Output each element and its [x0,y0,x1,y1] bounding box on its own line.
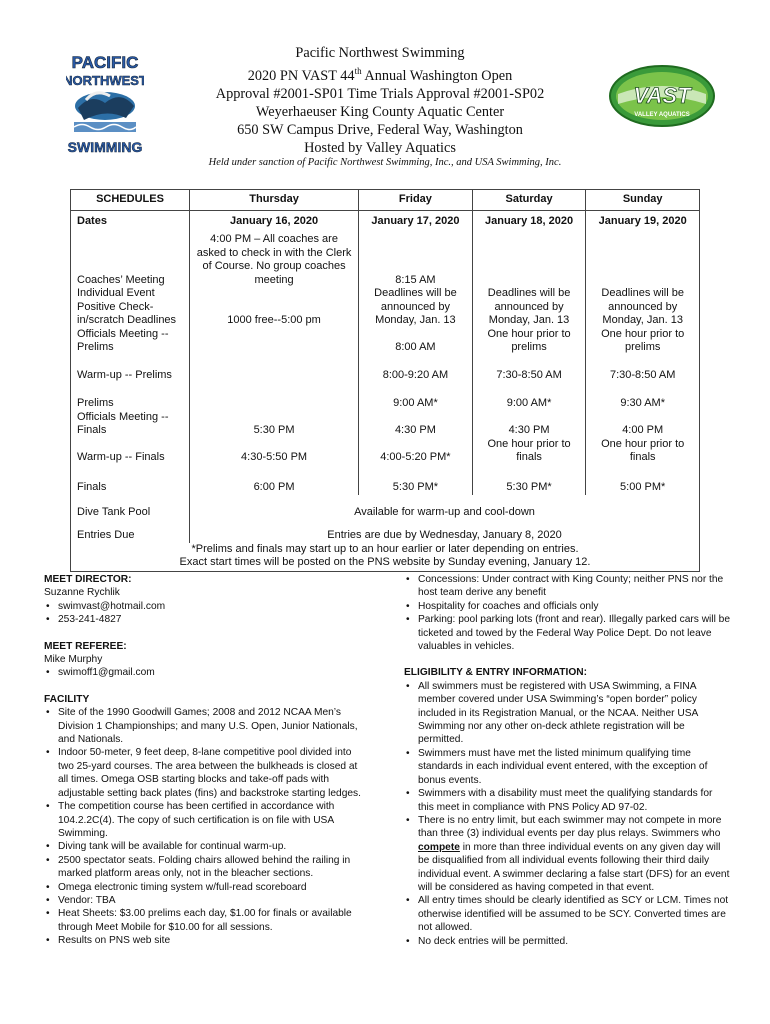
left-column [44,573,364,948]
facility-item: • Indoor 50-meter, 9 feet deep, 8-lane competitive pool divided into two 25-yard courses. The area between the bulkheads is closed at all times. Omega OSB starting blocks and take-off pads with adjustable setting back plates (fins) and backstroke starting ledges. [44,746,364,800]
schedule-cell: One hour prior to prelims [472,328,586,355]
meet-header [160,44,600,157]
schedule-cell: 4:00-5:20 PM* [359,438,473,465]
facility-item: • 2500 spectator seats. Folding chairs allowed behind the railing in marked platform areas only, not in the bleacher sections. [44,854,364,881]
schedule-cell [190,383,359,411]
facility-heading: FACILITY [44,693,90,705]
header-meet-title-ordinal: th [354,66,362,76]
logo-word-swimming: SWIMMING [67,139,143,155]
schedule-cell: 5:30 PM* [359,465,473,495]
schedule-row-officials-prelims [71,328,700,355]
logo-word-pacific: PACIFIC [71,53,139,72]
schedule-cell [190,355,359,383]
entries-due-value: Entries are due by Wednesday, January 8, 2020 [190,520,700,543]
eligibility-item: • No deck entries will be permitted. [404,935,730,948]
facility-item: • Results on PNS web site [44,934,364,947]
meet-referee-name: Mike Murphy [44,654,103,666]
entry-limit-emphasis: compete [418,841,460,853]
schedule-cell [586,233,700,287]
logo-word-vast: VAST [633,83,691,108]
schedule-cell: January 19, 2020 [586,211,700,234]
header-line-host: Hosted by Valley Aquatics [304,139,456,156]
schedule-cell: 4:00 PM [586,411,700,438]
logo-word-valley-aquatics: VALLEY AQUATICS [634,112,690,118]
schedule-cell: Deadlines will be announced by Monday, Jan. 13 [359,287,473,328]
schedule-cell: One hour prior to finals [586,438,700,465]
row-label: Finals [71,465,190,495]
header-line-address: 650 SW Campus Drive, Federal Way, Washington [237,121,523,138]
row-label: Dive Tank Pool [71,495,190,520]
schedule-cell [190,328,359,355]
facility-item: • Heat Sheets: $3.00 prelims each day, $1.00 for finals or available through Meet Mobile for $10.00 for all sessions. [44,907,364,934]
schedule-cell: January 17, 2020 [359,211,473,234]
schedule-cell: January 16, 2020 [190,211,359,234]
schedule-cell: 1000 free--5:00 pm [190,287,359,328]
schedule-cell: 6:00 PM [190,465,359,495]
entry-limit-text-end: in more than three individual events on any given day will be disqualified from all individual events following their third daily individual event. A swimmer declaring a false start (DFS) for an event will be considered as having competed in that event. [418,841,730,893]
facility-item: • Diving tank will be available for continual warm-up. [44,840,364,853]
row-label: Warm-up -- Prelims [71,355,190,383]
header-line-approval: Approval #2001-SP01 Time Trials Approval #2001-SP02 [215,85,545,102]
schedule-cell: Deadlines will be announced by Monday, Jan. 13 [586,287,700,328]
vast-valley-aquatics-logo [608,64,716,128]
schedule-note-1: *Prelims and finals may start up to an hour earlier or later depending on entries. [191,542,579,555]
eligibility-item: • Swimmers with a disability must meet the qualifying standards for this meet in compliance with PNS Policy AD 97-02. [404,787,730,814]
schedule-header-row [71,190,700,211]
row-label: Individual Event Positive Check-in/scratch Deadlines [71,287,190,328]
amenity-hospitality: • Hospitality for coaches and officials only [404,600,730,613]
schedule-row-dates [71,211,700,234]
meet-director-email[interactable]: • swimvast@hotmail.com [44,600,364,613]
meet-referee-email[interactable]: • swimoff1@gmail.com [44,666,364,679]
schedule-table [70,189,700,572]
schedule-row-positive-check-in [71,287,700,328]
schedule-cell: One hour prior to finals [472,438,586,465]
schedule-cell: 7:30-8:50 AM [586,355,700,383]
schedule-cell: 5:30 PM* [472,465,586,495]
schedule-cell: 5:00 PM* [586,465,700,495]
facility-item: • The competition course has been certified in accordance with 104.2.2C(4). The copy of such certification is on file with USA Swimming. [44,800,364,840]
eligibility-heading: ELIGIBILITY & ENTRY INFORMATION: [404,667,587,679]
facility-item: • Omega electronic timing system w/full-read scoreboard [44,881,364,894]
row-label: Entries Due [71,520,190,543]
schedule-row-warmup-finals [71,438,700,465]
facility-item: • Vendor: TBA [44,894,364,907]
schedule-cell: 8:00-9:20 AM [359,355,473,383]
eligibility-item: • Swimmers must have met the listed minimum qualifying time standards in each individual event entered, with the exception of bonus events. [404,747,730,787]
eligibility-list [404,680,730,948]
schedule-cell: 5:30 PM [190,411,359,438]
row-label: Warm-up -- Finals [71,438,190,465]
schedule-corner-label: SCHEDULES [71,190,190,211]
meet-director-name: Suzanne Rychlik [44,587,120,599]
amenities-list [404,573,730,653]
schedule-cell: 7:30-8:50 AM [472,355,586,383]
dive-tank-value: Available for warm-up and cool-down [190,495,700,520]
schedule-row-entries-due [71,520,700,543]
schedule-cell: 4:30 PM [359,411,473,438]
schedule-row-officials-finals [71,411,700,438]
entry-limit-text-start: There is no entry limit, but each swimmer may not compete in more than three (3) individual events per day plus relays. Swimmers who [418,814,722,840]
amenity-concessions: • Concessions: Under contract with King County; neither PNS nor the host team derive any benefit [404,573,730,600]
facility-list [44,706,364,947]
row-label: Prelims [71,383,190,411]
schedule-cell: 8:15 AM [359,233,473,287]
schedule-note-2: Exact start times will be posted on the PNS website by Sunday evening, January 12. [179,556,591,568]
row-label: Officials Meeting -- Finals [71,411,190,438]
amenity-parking: • Parking: pool parking lots (front and rear). Illegally parked cars will be ticketed and towed by the Federal Way Police Dept. Do not leave valuables in vehicles. [404,613,730,653]
schedule-cell: Deadlines will be announced by Monday, Jan. 13 [472,287,586,328]
schedule-cell: One hour prior to prelims [586,328,700,355]
eligibility-item: • All entry times should be clearly identified as SCY or LCM. Times not otherwise identified will be assumed to be SCY. Converted times are not allowed. [404,894,730,934]
row-label: Coaches’ Meeting [71,233,190,287]
schedule-cell: 4:30-5:50 PM [190,438,359,465]
logo-word-northwest: NORTHWEST [66,73,144,88]
day-thursday: Thursday [190,190,359,211]
meet-director-phone: • 253-241-4827 [44,613,364,626]
day-sunday: Sunday [586,190,700,211]
header-line-organization: Pacific Northwest Swimming [295,45,465,61]
meet-referee-heading: MEET REFEREE: [44,640,127,652]
meet-director-contacts [44,600,364,627]
eligibility-item-entry-limit [404,814,730,894]
row-label: Officials Meeting -- Prelims [71,328,190,355]
schedule-row-finals [71,465,700,495]
schedule-row-prelims [71,383,700,411]
meet-referee-contacts [44,666,364,679]
facility-item: • Site of the 1990 Goodwill Games; 2008 and 2012 NCAA Men’s Division 1 Championships; and many U.S. Open, Junior Nationals, and Nationals. [44,706,364,746]
day-saturday: Saturday [472,190,586,211]
schedule-cell: 9:00 AM* [472,383,586,411]
pacific-northwest-swimming-logo [66,48,144,160]
header-line-meet-title [160,62,600,85]
schedule-cell: 9:00 AM* [359,383,473,411]
schedule-cell: 4:30 PM [472,411,586,438]
schedule-cell [472,233,586,287]
schedule-notes [71,543,700,572]
schedule-row-coaches-meeting [71,233,700,287]
row-label: Dates [71,211,190,234]
schedule-cell: 4:00 PM – All coaches are asked to check in with the Clerk of Course. No group coaches meeting [190,233,359,287]
meet-director-heading: MEET DIRECTOR: [44,574,132,585]
header-meet-title-start: 2020 PN VAST 44 [247,67,355,84]
schedule-row-warmup-prelims [71,355,700,383]
schedule-cell: 8:00 AM [359,328,473,355]
day-friday: Friday [359,190,473,211]
schedule-row-dive-tank [71,495,700,520]
schedule-cell: January 18, 2020 [472,211,586,234]
eligibility-item: • All swimmers must be registered with USA Swimming, a FINA member covered under USA Swimming’s “open border” policy included in its Registration Manual, or the NCAA. Neither USA Swimming nor any other on-deck athlete registration will be permitted. [404,680,730,747]
header-line-venue: Weyerhaeuser King County Aquatic Center [255,103,505,120]
schedule-cell: 9:30 AM* [586,383,700,411]
header-meet-title-end: Annual Washington Open [361,67,513,84]
schedule-notes-row [71,543,700,572]
sanction-note: Held under sanction of Pacific Northwest Swimming, Inc., and USA Swimming, Inc. [208,157,562,168]
right-column [404,573,730,948]
